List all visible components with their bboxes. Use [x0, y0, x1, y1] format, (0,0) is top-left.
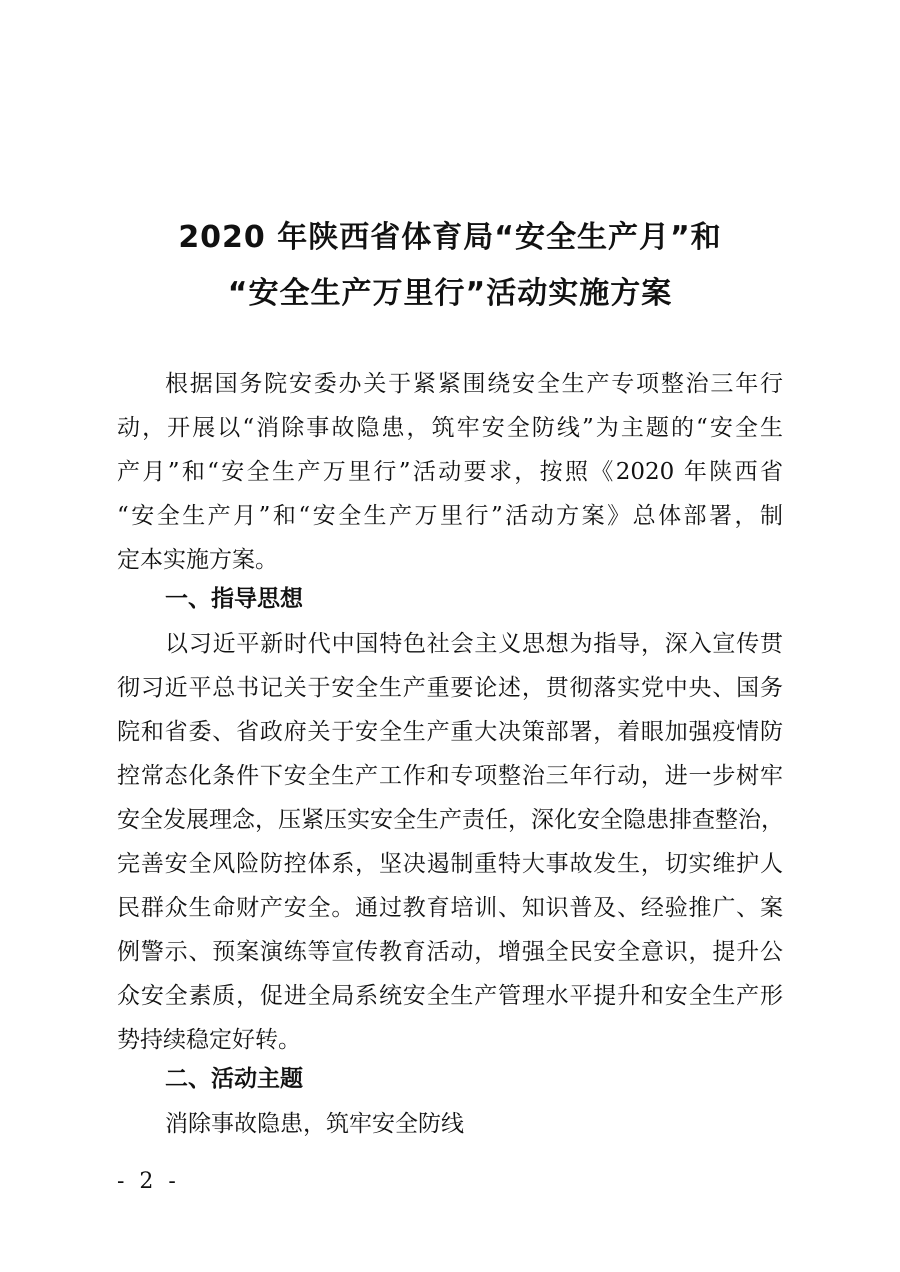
- section-2-heading: 二、活动主题: [165, 1066, 303, 1092]
- intro-line-3: 产月”和“安全生产万里行”活动要求，按照《2020 年陕西省: [117, 459, 783, 485]
- section-1-line-4: 控常态化条件下安全生产工作和专项整治三年行动，进一步树牢: [117, 763, 783, 789]
- section-1-line-5: 安全发展理念，压紧压实安全生产责任，深化安全隐患排查整治，: [117, 807, 784, 833]
- section-1-line-3: 院和省委、省政府关于安全生产重大决策部署，着眼加强疫情防: [117, 719, 783, 745]
- section-1-line-6: 完善安全风险防控体系，坚决遏制重特大事故发生，切实维护人: [117, 851, 783, 877]
- document-title-line-1: 2020 年陕西省体育局“安全生产月”和: [178, 220, 722, 255]
- page-number: - 2 -: [117, 1169, 180, 1194]
- intro-line-2: 动，开展以“消除事故隐患，筑牢安全防线”为主题的“安全生: [117, 415, 783, 441]
- section-1-heading: 一、指导思想: [165, 586, 303, 612]
- section-1-line-1: 以习近平新时代中国特色社会主义思想为指导，深入宣传贯: [165, 631, 783, 657]
- intro-line-1: 根据国务院安委办关于紧紧围绕安全生产专项整治三年行: [165, 371, 783, 397]
- section-1-line-2: 彻习近平总书记关于安全生产重要论述，贯彻落实党中央、国务: [117, 675, 783, 701]
- intro-line-4: “安全生产月”和“安全生产万里行”活动方案》总体部署，制: [117, 503, 783, 529]
- document-title-line-2: “安全生产万里行”活动实施方案: [227, 276, 673, 311]
- section-1-line-10: 势持续稳定好转。: [117, 1027, 301, 1053]
- section-1-line-7: 民群众生命财产安全。通过教育培训、知识普及、经验推广、案: [117, 895, 783, 921]
- section-1-line-9: 众安全素质，促进全局系统安全生产管理水平提升和安全生产形: [117, 983, 783, 1009]
- section-1-line-8: 例警示、预案演练等宣传教育活动，增强全民安全意识，提升公: [117, 939, 783, 965]
- section-2-line-1: 消除事故隐患，筑牢安全防线: [165, 1111, 464, 1137]
- intro-line-5: 定本实施方案。: [117, 547, 278, 573]
